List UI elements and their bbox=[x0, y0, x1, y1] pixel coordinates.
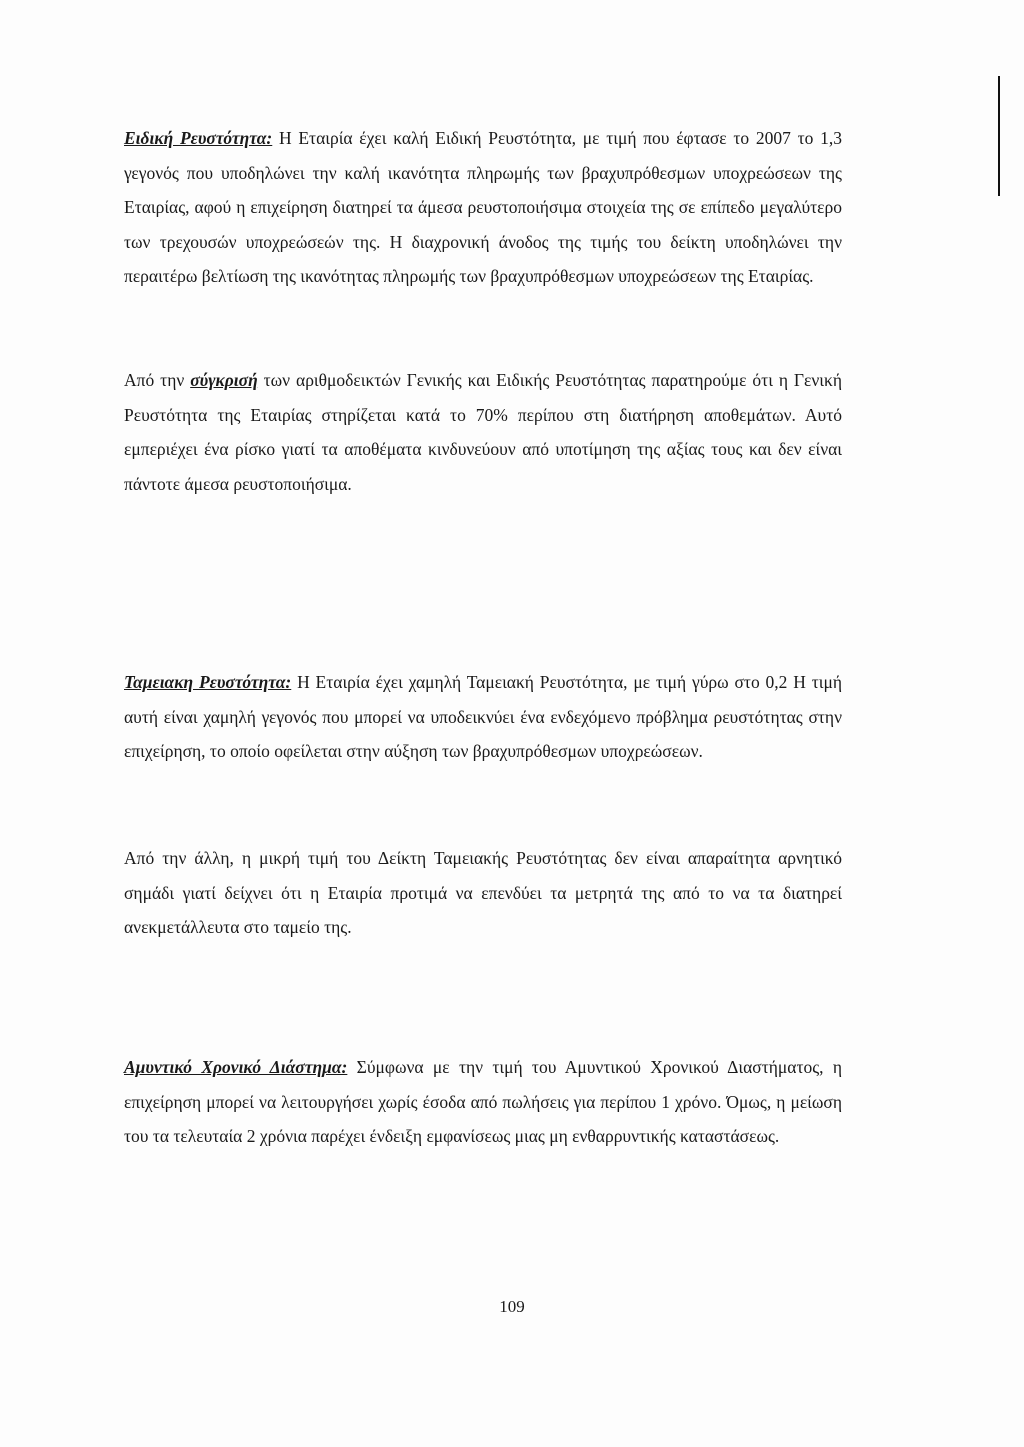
paragraph-defensive-interval bbox=[124, 1050, 842, 1154]
body-other-hand: Από την άλλη, η μικρή τιμή του Δείκτη Ταμειακής Ρευστότητας δεν είναι απαραίτητα αρνητικό σημάδι γιατί δείχνει ότι η Εταιρία προτιμά να επενδύει τα μετρητά της από το να τα διατηρεί ανεκμετάλλευτα στο ταμείο της. bbox=[124, 848, 842, 937]
page-number: 109 bbox=[499, 1297, 525, 1316]
comparison-body: των αριθμοδεικτών Γενικής και Ειδικής Ρευστότητας παρατηρούμε ότι η Γενική Ρευστότητα της Εταιρίας στηρίζεται κατά το 70% περίπου στη διατήρηση αποθεμάτων. Αυτό εμπεριέχει ένα ρίσκο γιατί τα αποθέματα κινδυνεύουν από υποτίμηση της αξίας τους και δεν είναι πάντοτε άμεσα ρευστοποιήσιμα. bbox=[124, 370, 842, 494]
heading-specific-liquidity: Ειδική Ρευστότητα: bbox=[124, 128, 273, 148]
body-defensive-interval: Σύμφωνα με την τιμή του Αμυντικού Χρονικού Διαστήματος, η επιχείρηση μπορεί να λειτουργήσει χωρίς έσοδα από πωλήσεις για περίπου 1 χρόνο. Όμως, η μείωση του τα τελευταία 2 χρόνια παρέχει ένδειξη εμφανίσεως μιας μη ενθαρρυντικής καταστάσεως. bbox=[124, 1057, 842, 1146]
paragraph-comparison bbox=[124, 363, 842, 501]
comparison-intro: Από την bbox=[124, 370, 191, 390]
body-specific-liquidity: Η Εταιρία έχει καλή Ειδική Ρευστότητα, με τιμή που έφτασε το 2007 το 1,3 γεγονός που υποδηλώνει την καλή ικανότητα πληρωμής των βραχυπρόθεσμων υποχρεώσεων της Εταιρίας, αφού η επιχείρηση διατηρεί τα άμεσα ρευστοποιήσιμα στοιχεία της σε επίπεδο μεγαλύτερο των τρεχουσών υποχρεώσεών της. Η διαχρονική άνοδος της τιμής του δείκτη υποδηλώνει την περαιτέρω βελτίωση της ικανότητας πληρωμής των βραχυπρόθεσμων υποχρεώσεων της Εταιρίας. bbox=[124, 128, 842, 286]
paragraph-other-hand bbox=[124, 841, 842, 945]
margin-scan-mark bbox=[998, 76, 1000, 196]
paragraph-cash-liquidity bbox=[124, 665, 842, 769]
heading-defensive-interval: Αμυντικό Χρονικό Διάστημα: bbox=[124, 1057, 348, 1077]
heading-cash-liquidity: Ταμειακη Ρευστότητα: bbox=[124, 672, 292, 692]
paragraph-specific-liquidity bbox=[124, 121, 842, 294]
body-cash-liquidity: Η Εταιρία έχει χαμηλή Ταμειακή Ρευστότητα, με τιμή γύρω στο 0,2 Η τιμή αυτή είναι χαμηλή γεγονός που μπορεί να υποδεικνύει ένα ενδεχόμενο πρόβλημα ρευστότητας στην επιχείρηση, το οποίο οφείλεται στην αύξηση των βραχυπρόθεσμων υποχρεώσεων. bbox=[124, 672, 843, 761]
comparison-emphasis: σύγκρισή bbox=[190, 370, 258, 390]
